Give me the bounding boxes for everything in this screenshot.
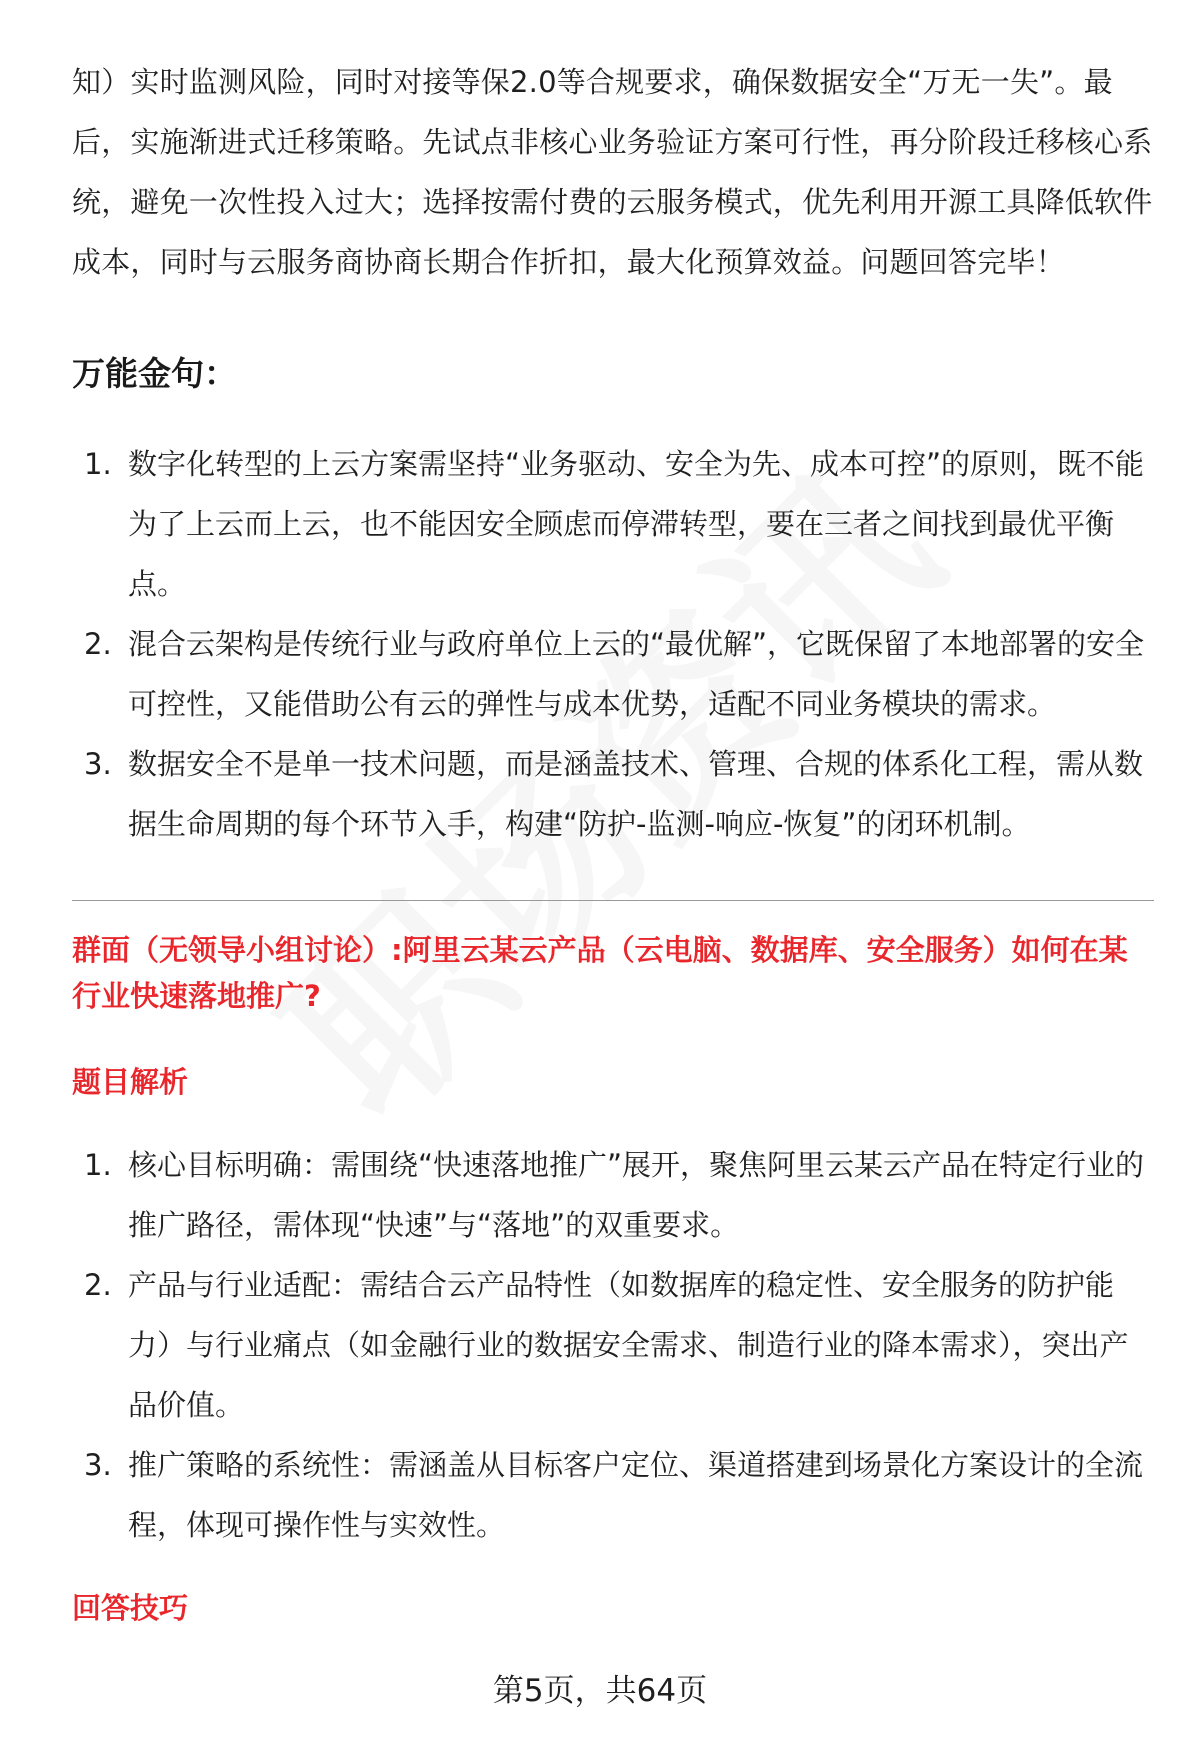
tips-heading: 回答技巧 <box>72 1591 189 1625</box>
list-item-text: 数据安全不是单一技术问题，而是涵盖技术、管理、合规的体系化工程，需从数据生命周期的每个环节入手，构建“防护-监测-响应-恢复”的闭环机制。 <box>128 747 1144 841</box>
list-number: 3. <box>84 747 112 781</box>
list-item <box>72 614 1154 734</box>
section-divider <box>72 900 1154 901</box>
list-number: 1. <box>84 1148 112 1182</box>
list-number: 2. <box>84 1268 112 1302</box>
golden-sentences-heading: 万能金句： <box>72 354 237 393</box>
list-item-text: 产品与行业适配：需结合云产品特性（如数据库的稳定性、安全服务的防护能力）与行业痛点（如金融行业的数据安全需求、制造行业的降本需求），突出产品价值。 <box>128 1268 1129 1422</box>
analysis-heading: 题目解析 <box>72 1065 189 1099</box>
list-item <box>72 434 1154 614</box>
document-page <box>72 52 1154 1631</box>
list-item-text: 核心目标明确：需围绕“快速落地推广”展开，聚焦阿里云某云产品在特定行业的推广路径，需体现“快速”与“落地”的双重要求。 <box>128 1148 1145 1242</box>
list-item <box>72 1135 1154 1255</box>
page-number: 第5页，共64页 <box>492 1673 708 1709</box>
golden-sentences-list <box>72 434 1154 854</box>
list-item-text: 推广策略的系统性：需涵盖从目标客户定位、渠道搭建到场景化方案设计的全流程，体现可操作性与实效性。 <box>128 1448 1144 1542</box>
list-number: 2. <box>84 627 112 661</box>
list-item-text: 数字化转型的上云方案需坚持“业务驱动、安全为先、成本可控”的原则，既不能为了上云而上云，也不能因安全顾虑而停滞转型，要在三者之间找到最优平衡点。 <box>128 447 1145 601</box>
list-item-text: 混合云架构是传统行业与政府单位上云的“最优解”，它既保留了本地部署的安全可控性，又能借助公有云的弹性与成本优势，适配不同业务模块的需求。 <box>128 627 1145 721</box>
list-item <box>72 1435 1154 1555</box>
analysis-list <box>72 1135 1154 1555</box>
list-number: 3. <box>84 1448 112 1482</box>
question-title: 群面（无领导小组讨论）:阿里云某云产品（云电脑、数据库、安全服务）如何在某行业快速落地推广? <box>72 933 1128 1013</box>
list-item <box>72 734 1154 854</box>
list-item <box>72 1255 1154 1435</box>
list-number: 1. <box>84 447 112 481</box>
intro-paragraph: 知）实时监测风险，同时对接等保2.0等合规要求，确保数据安全“万无一失”。最后，实施渐进式迁移策略。先试点非核心业务验证方案可行性，再分阶段迁移核心系统，避免一次性投入过大；选择按需付费的云服务模式，优先利用开源工具降低软件成本，同时与云服务商协商长期合作折扣，最大化预算效益。问题回答完毕！ <box>72 65 1153 279</box>
